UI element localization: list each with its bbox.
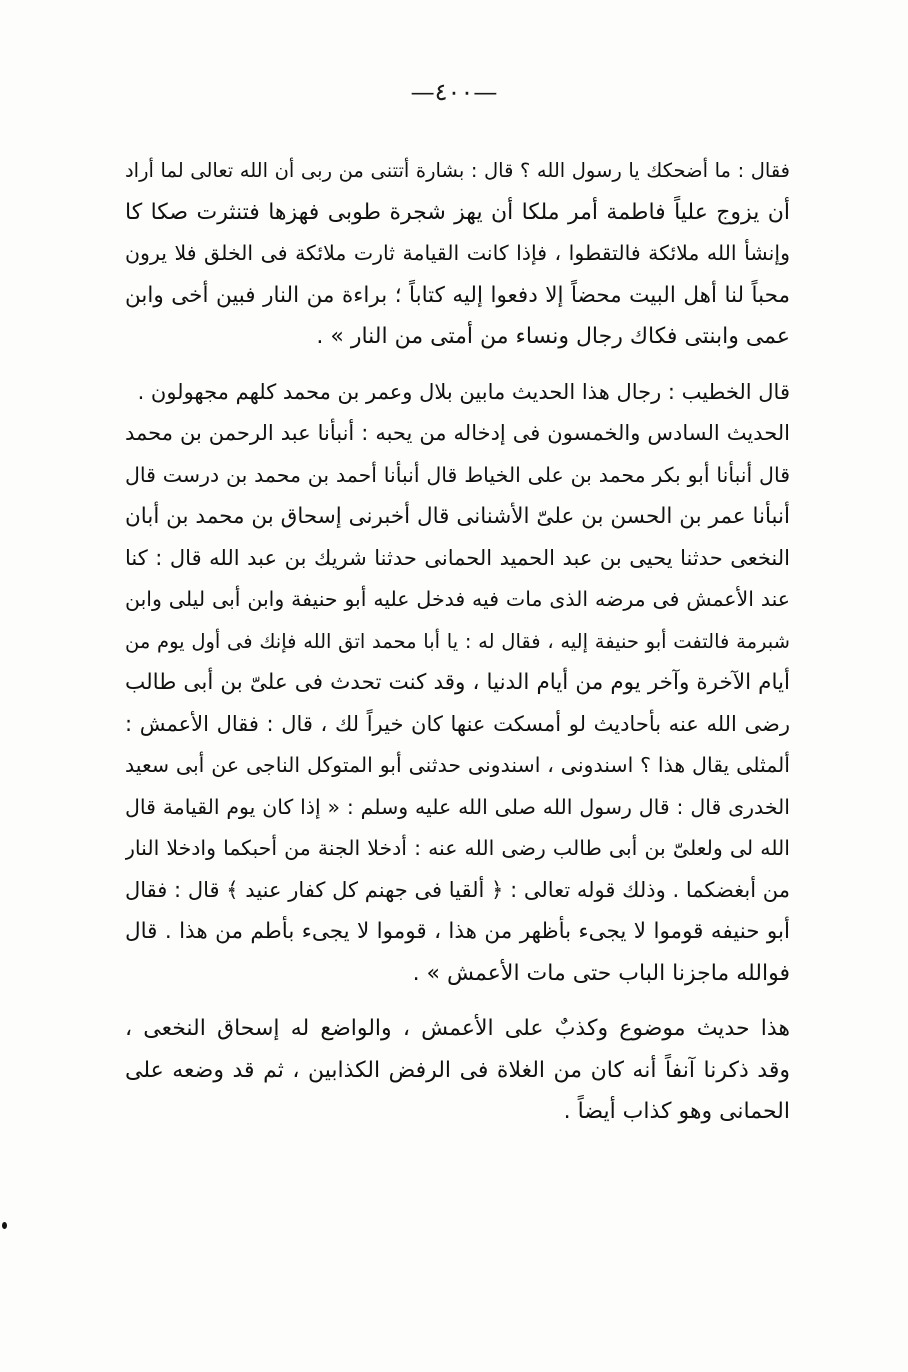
text-line: قال الخطيب : رجال هذا الحديث مابين بلال وعمر بن محمد كلهم مجهولون . (137, 379, 790, 404)
text-line: وقد ذكرنا آنفاً أنه كان من الغلاة فى الرفض الكذابين ، ثم قد وضعه على (125, 1057, 790, 1083)
paragraph-2 (125, 372, 790, 414)
main-text (125, 150, 790, 1133)
text-line: وإنشأ الله ملائكة فالتقطوا ، فإذا كانت القيامة ثارت ملائكة فى الخلق فلا يرون (125, 241, 790, 265)
margin-mark (2, 1222, 7, 1229)
paragraph-4 (125, 1008, 790, 1133)
text-line: رضى الله عنه بأحاديث لو أمسكت عنها كان خيراً لك ، قال : فقال الأعمش : (125, 711, 790, 736)
text-line: أبو حنيفه قوموا لا يجىء بأظهر من هذا ، قوموا لا يجىء بأطم من هذا . قال (125, 919, 790, 944)
text-line: ألمثلى يقال هذا ؟ اسندونى ، اسندونى حدثنى أبو المتوكل الناجى عن أبى سعيد (125, 753, 790, 777)
text-line: فوالله ماجزنا الباب حتى مات الأعمش » . (412, 960, 790, 986)
text-line: محباً لنا أهل البيت محضاً إلا دفعوا إليه كتاباً ؛ براءة من النار فبين أخى وابن (125, 282, 790, 308)
text-line: فقال : ما أضحكك يا رسول الله ؟ قال : بشارة أتتنى من ربى أن الله تعالى لما أراد (125, 159, 790, 182)
text-line: الله لى ولعلىّ بن أبى طالب رضى الله عنه : أدخلا الجنة من أحبكما وادخلا النار (125, 836, 790, 860)
text-line: شبرمة فالتفت أبو حنيفة إليه ، فقال له : يا أبا محمد اتق الله فإنك فى أول يوم من (125, 629, 790, 653)
text-line: أن يزوج علياً فاطمة أمر ملكا أن يهز شجرة طوبى فهزها فتنثرت صكا كا (125, 199, 790, 225)
text-line: عند الأعمش فى مرضه الذى مات فيه فدخل عليه أبو حنيفة وابن أبى ليلى وابن (125, 587, 790, 611)
text-line: عمى وابنتى فكاك رجال ونساء من أمتى من النار » . (316, 324, 790, 349)
text-line: من أبغضكما . وذلك قوله تعالى : ﴿ ألقيا فى جهنم كل كفار عنيد ﴾ قال : فقال (125, 877, 790, 902)
text-line: النخعى حدثنا يحيى بن عبد الحميد الحمانى حدثنا شريك بن عبد الله قال : كنا (125, 545, 790, 570)
text-line: أيام الآخرة وآخر يوم من أيام الدنيا ، وقد كنت تحدث فى علىّ بن أبى طالب (125, 670, 790, 695)
text-line: قال أنبأنا أبو بكر محمد بن على الخياط قال أنبأنا أحمد بن محمد بن درست قال (125, 462, 790, 487)
text-line: الخدرى قال : قال رسول الله صلى الله عليه وسلم : « إذا كان يوم القيامة قال (125, 794, 790, 819)
page-number: —٤٠٠— (410, 78, 498, 106)
paragraph-gap (125, 994, 790, 1008)
text-line: أنبأنا عمر بن الحسن بن علىّ الأشنانى قال أخبرنى إسحاق بن محمد بن أبان (125, 504, 790, 529)
paragraph-gap (125, 358, 790, 372)
paragraph-1 (125, 150, 790, 358)
paragraph-3 (125, 413, 790, 994)
text-line: هذا حديث موضوع وكذبٌ على الأعمش ، والواضع له إسحاق النخعى ، (125, 1016, 790, 1041)
text-line: الحمانى وهو كذاب أيضاً . (563, 1099, 790, 1124)
text-line: الحديث السادس والخمسون فى إدخاله من يحبه : أنبأنا عبد الرحمن بن محمد (125, 421, 790, 445)
